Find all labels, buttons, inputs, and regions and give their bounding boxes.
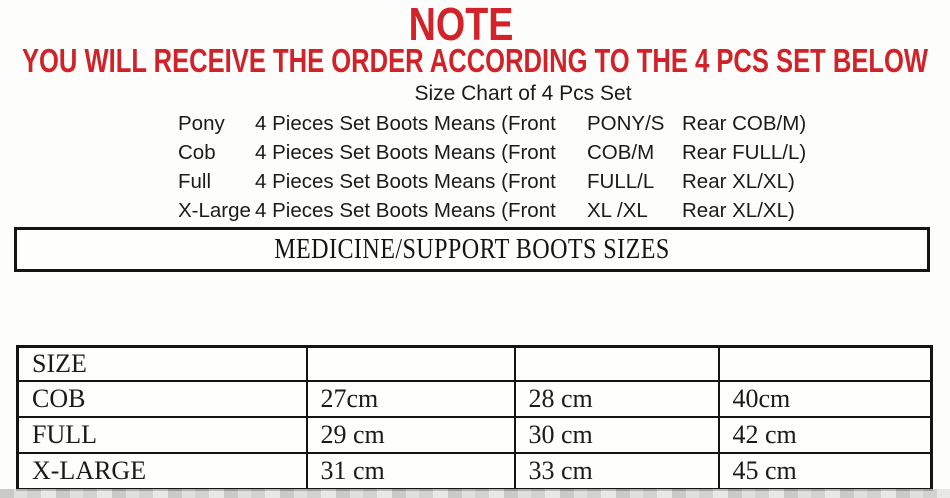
- set-label: Full: [178, 170, 212, 193]
- header-cell: [719, 347, 932, 382]
- set-description: 4 Pieces Set Boots Means (Front: [255, 199, 556, 222]
- set-label: X-Large: [178, 199, 251, 222]
- table-row-xlarge: [18, 453, 932, 490]
- size-cell: X-LARGE: [18, 453, 307, 490]
- measure-cell: 27cm: [307, 381, 515, 417]
- set-front-size: PONY/S: [587, 112, 665, 135]
- order-warning-text: YOU WILL RECEIVE THE ORDER ACCORDING TO THE 4 PCS SET BELOW: [21, 42, 929, 79]
- table-row-full: [18, 417, 932, 453]
- scan-artifact-strip: [0, 489, 950, 498]
- set-description: 4 Pieces Set Boots Means (Front: [255, 170, 556, 193]
- size-cell: COB: [18, 381, 307, 417]
- banner-title: MEDICINE/SUPPORT BOOTS SIZES: [274, 233, 670, 265]
- set-rear-size: Rear COB/M): [682, 112, 807, 135]
- set-row-pony: [178, 109, 868, 138]
- medicine-boots-banner: [14, 227, 930, 272]
- set-rear-size: Rear FULL/L): [682, 141, 807, 164]
- note-heading: NOTE: [408, 0, 514, 50]
- set-label: Cob: [178, 141, 216, 164]
- boots-size-table: [16, 345, 933, 491]
- set-row-full: [178, 167, 868, 196]
- four-pcs-set-chart: [178, 79, 868, 225]
- measure-cell: 28 cm: [515, 381, 719, 417]
- set-front-size: FULL/L: [587, 170, 655, 193]
- header-cell: [307, 347, 515, 382]
- measure-cell: 30 cm: [515, 417, 719, 453]
- measure-cell: 40cm: [719, 381, 932, 417]
- header-cell: [515, 347, 719, 382]
- header-cell: SIZE: [18, 347, 307, 382]
- measure-cell: 45 cm: [719, 453, 932, 490]
- measure-cell: 29 cm: [307, 417, 515, 453]
- set-front-size: COB/M: [587, 141, 655, 164]
- measure-cell: 31 cm: [307, 453, 515, 490]
- set-front-size: XL /XL: [587, 199, 648, 222]
- table-row-cob: [18, 381, 932, 417]
- measure-cell: 42 cm: [719, 417, 932, 453]
- set-description: 4 Pieces Set Boots Means (Front: [255, 141, 556, 164]
- set-row-xlarge: [178, 196, 868, 225]
- size-chart-heading: Size Chart of 4 Pcs Set: [414, 82, 632, 105]
- size-cell: FULL: [18, 417, 307, 453]
- set-description: 4 Pieces Set Boots Means (Front: [255, 112, 556, 135]
- set-label: Pony: [178, 112, 225, 135]
- set-rear-size: Rear XL/XL): [682, 170, 795, 193]
- set-row-cob: [178, 138, 868, 167]
- set-rear-size: Rear XL/XL): [682, 199, 795, 222]
- measure-cell: 33 cm: [515, 453, 719, 490]
- table-header-row: [18, 347, 932, 382]
